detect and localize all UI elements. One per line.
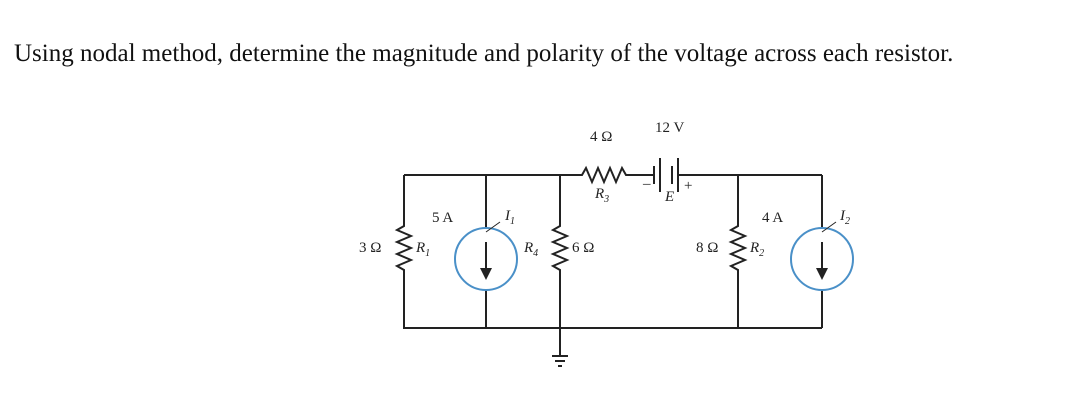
- i2-value-label: 4 A: [762, 210, 784, 226]
- i1-value-label: 5 A: [432, 210, 454, 226]
- i2-name-label: $I_2$: [840, 208, 850, 227]
- current-source-i1: [455, 228, 517, 290]
- ground-symbol: [552, 328, 568, 366]
- problem-statement: Using nodal method, determine the magnitude and polarity of the voltage across each resistor.: [14, 40, 954, 67]
- r1-name-label: $R_1$: [416, 240, 431, 259]
- i1-name-label: $I_1$: [505, 208, 515, 227]
- battery-plus-sign: +: [684, 178, 693, 194]
- battery-minus-sign: –: [643, 176, 651, 192]
- current-source-i2: [791, 228, 853, 290]
- r1-value-label: 3 Ω: [359, 240, 382, 256]
- r3-name-label: $R_3$: [595, 186, 610, 205]
- r2-value-label: 8 Ω: [696, 240, 719, 256]
- r4-name-label: $R_4$: [524, 240, 539, 259]
- r3-resistor: [578, 168, 630, 182]
- r3-value-label: 4 Ω: [590, 129, 613, 145]
- r4-value-label: 6 Ω: [572, 240, 595, 256]
- battery-value-label: 12 V: [655, 120, 685, 136]
- battery-name-label: E: [665, 189, 675, 205]
- r2-name-label: $R_2$: [750, 240, 765, 259]
